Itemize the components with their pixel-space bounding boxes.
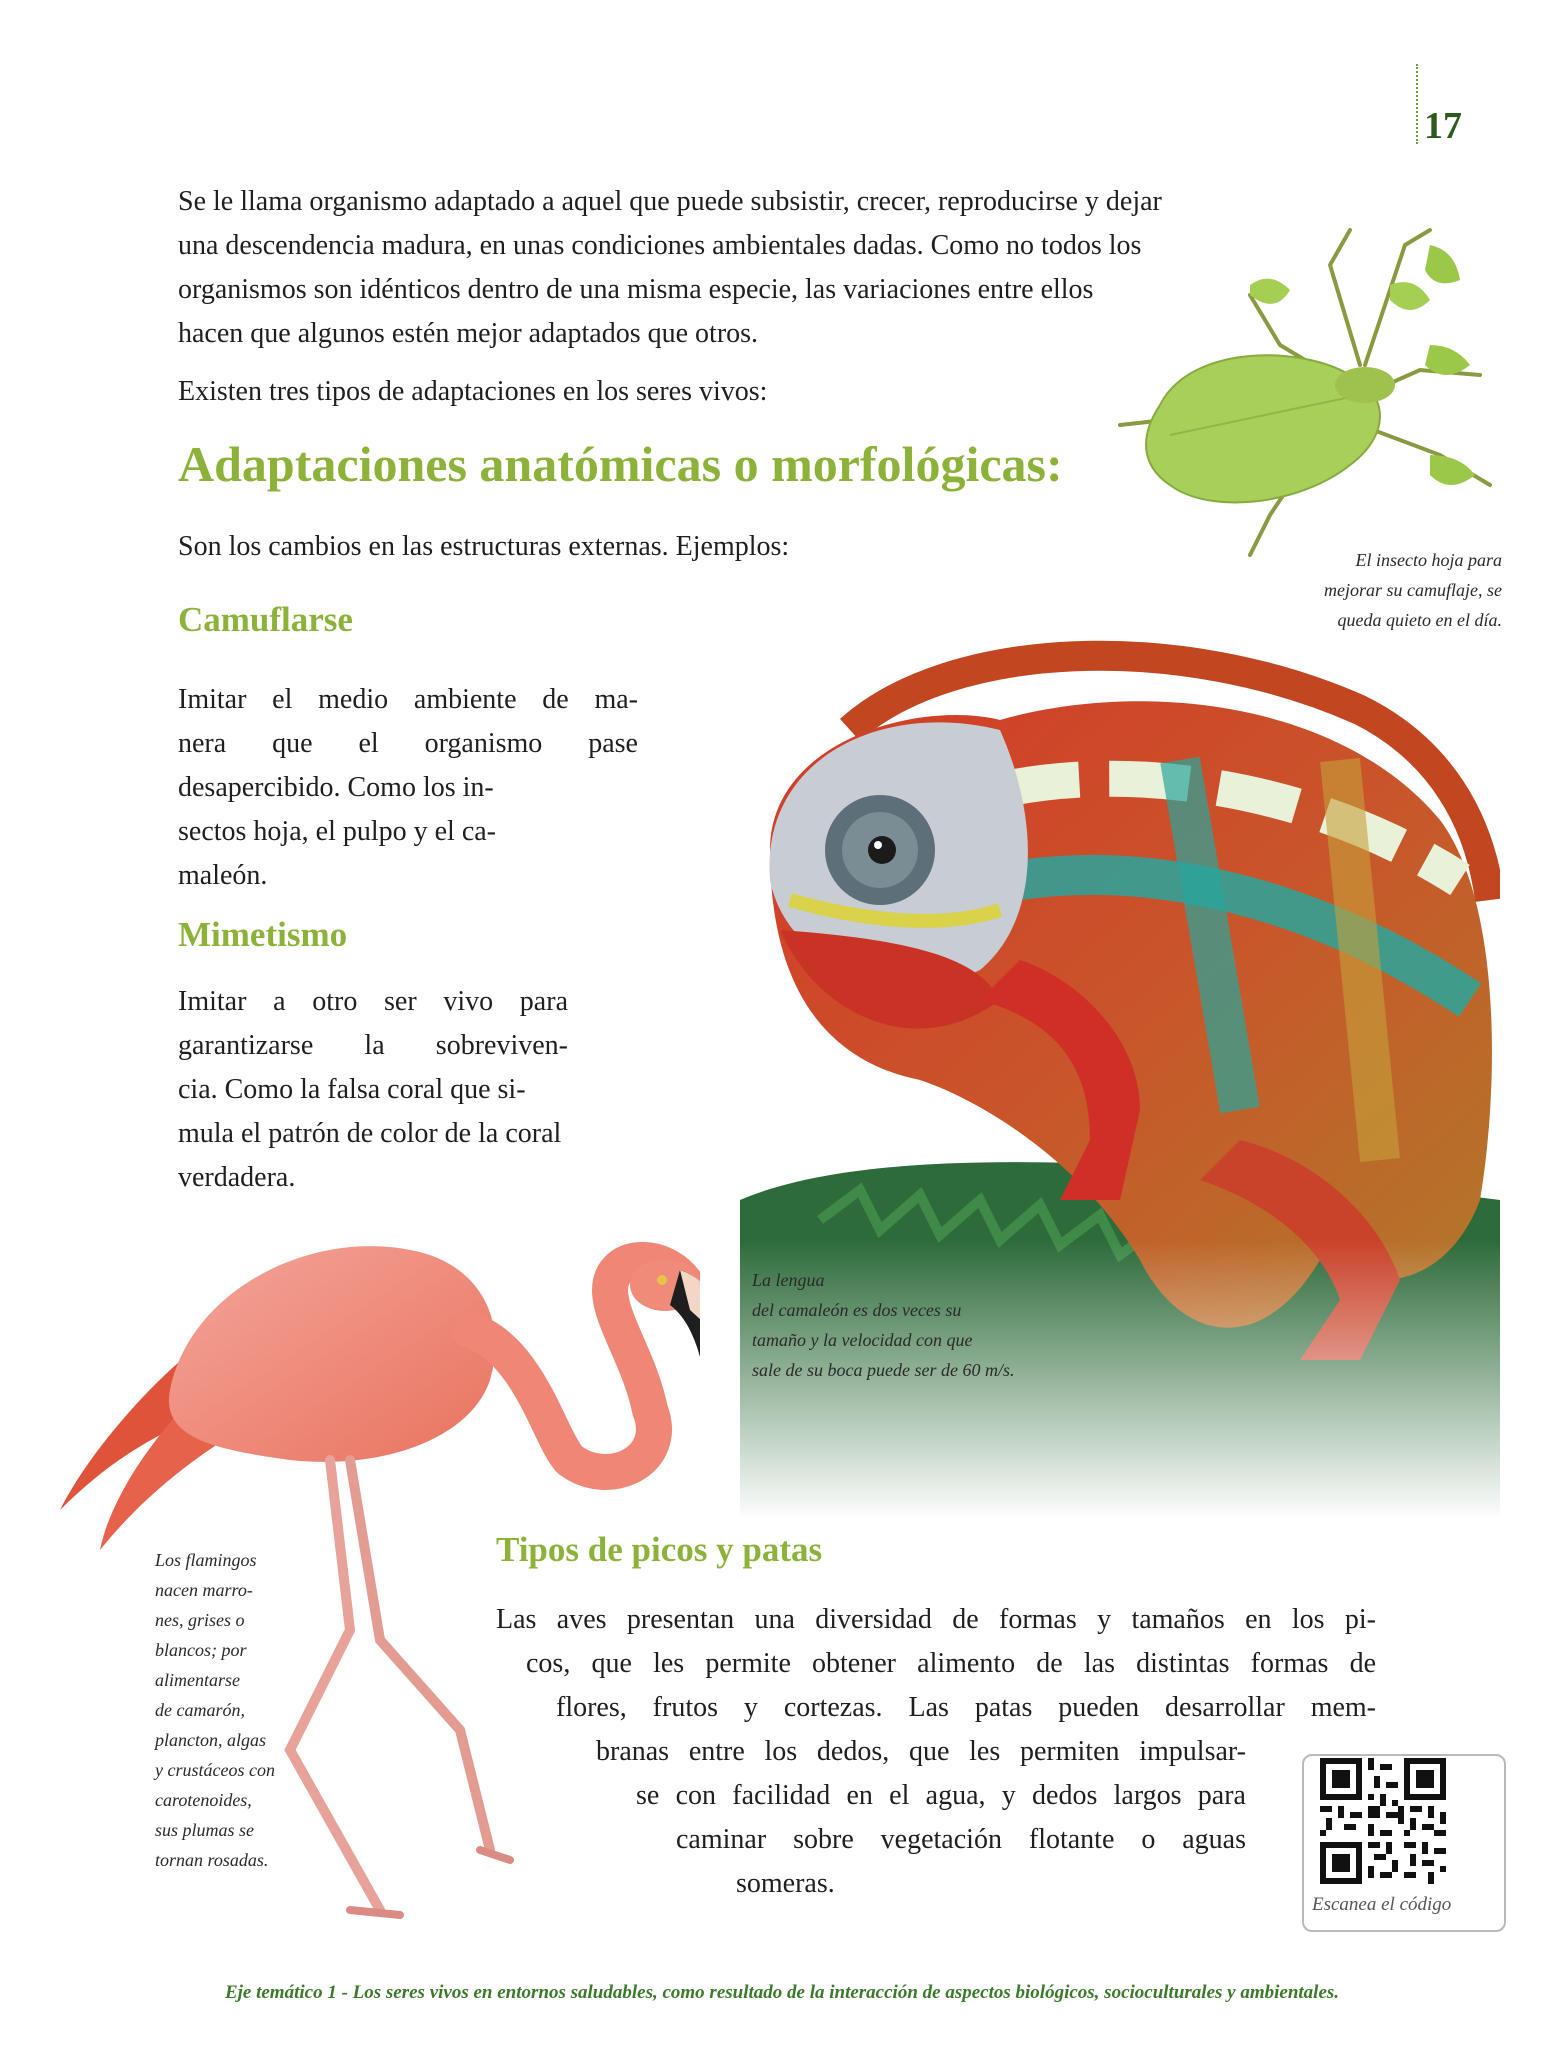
caption-line: queda quieto en el día. [1337,610,1502,630]
caption-line: El insecto hoja para [1355,550,1502,570]
qr-code-icon[interactable] [1320,1758,1446,1884]
caption-line: La lengua [752,1270,825,1290]
intro-line: hacen que algunos estén mejor adaptados que otros. [178,318,759,349]
page-number-divider [1416,64,1418,144]
caption-line: de camarón, [155,1700,245,1720]
mimetismo-line: mula el patrón de color de la coral [178,1118,562,1149]
mimetismo-line: verdadera. [178,1162,296,1193]
caption-line: mejorar su camuflaje, se [1324,580,1502,600]
picos-line: Las aves presentan una diversidad de formas y tamaños en los pi- [496,1604,1376,1635]
caption-line: blancos; por [155,1640,247,1660]
caption-line: tamaño y la velocidad con que [752,1330,973,1350]
intro-line: Se le llama organismo adaptado a aquel que puede subsistir, crecer, reproducirse y dejar [178,186,1162,217]
camuflarse-line: maleón. [178,860,268,891]
mimetismo-line: Imitar a otro ser vivo para [178,986,568,1017]
camuflarse-line: desapercibido. Como los in- [178,772,494,803]
mimetismo-line: garantizarse la sobreviven- [178,1030,568,1061]
section-title: Adaptaciones anatómicas o morfológicas: [178,436,1063,492]
caption-line: carotenoides, [155,1790,252,1810]
camuflarse-line: nera que el organismo pase [178,728,638,759]
picos-paragraph [496,1598,1376,1906]
picos-line: cos, que les permite obtener alimento de las distintas formas de [526,1648,1376,1679]
picos-line: branas entre los dedos, que les permiten impulsar- [596,1736,1246,1767]
caption-line: del camaleón es dos veces su [752,1300,962,1320]
mimetismo-title: Mimetismo [178,915,348,954]
insect-caption [1290,545,1502,635]
camuflarse-paragraph [178,678,638,898]
picos-line: caminar sobre vegetación flotante o aguas [676,1824,1246,1855]
picos-line: someras. [736,1868,835,1899]
caption-line: y crustáceos con [155,1760,275,1780]
caption-line: nes, grises o [155,1610,245,1630]
caption-line: plancton, algas [155,1730,266,1750]
picos-line: se con facilidad en el agua, y dedos largos para [636,1780,1246,1811]
intro-line: una descendencia madura, en unas condiciones ambientales dadas. Como no todos los [178,230,1142,261]
leaf-insect-image [1100,225,1500,595]
mimetismo-line: cia. Como la falsa coral que si- [178,1074,526,1105]
caption-line: sale de su boca puede ser de 60 m/s. [752,1360,1015,1380]
flamingo-caption [155,1545,305,1875]
camuflarse-line: Imitar el medio ambiente de ma- [178,684,638,715]
caption-line: sus plumas se [155,1820,255,1840]
picos-line: flores, frutos y cortezas. Las patas pueden desarrollar mem- [556,1692,1376,1723]
camuflarse-title: Camuflarse [178,600,353,639]
page-footer: Eje temático 1 - Los seres vivos en entornos saludables, como resultado de la interacción de aspectos biológicos, socioculturales y ambientales. [224,1982,1340,2003]
adaptation-types-intro: Existen tres tipos de adaptaciones en los seres vivos: [178,376,768,407]
section-description: Son los cambios en las estructuras externas. Ejemplos: [178,531,790,562]
mimetismo-paragraph [178,980,643,1200]
caption-line: alimentarse [155,1670,240,1690]
chameleon-image [620,640,1500,1520]
page-number: 17 [1424,105,1462,147]
caption-line: nacen marro- [155,1580,253,1600]
intro-line: organismos son idénticos dentro de una misma especie, las variaciones entre ellos [178,274,1094,305]
caption-line: Los flamingos [155,1550,257,1570]
camuflarse-line: sectos hoja, el pulpo y el ca- [178,816,497,847]
chameleon-caption [752,1265,1152,1385]
qr-code-label: Escanea el código [1312,1894,1452,1915]
caption-line: tornan rosadas. [155,1850,269,1870]
picos-title: Tipos de picos y patas [496,1530,823,1569]
